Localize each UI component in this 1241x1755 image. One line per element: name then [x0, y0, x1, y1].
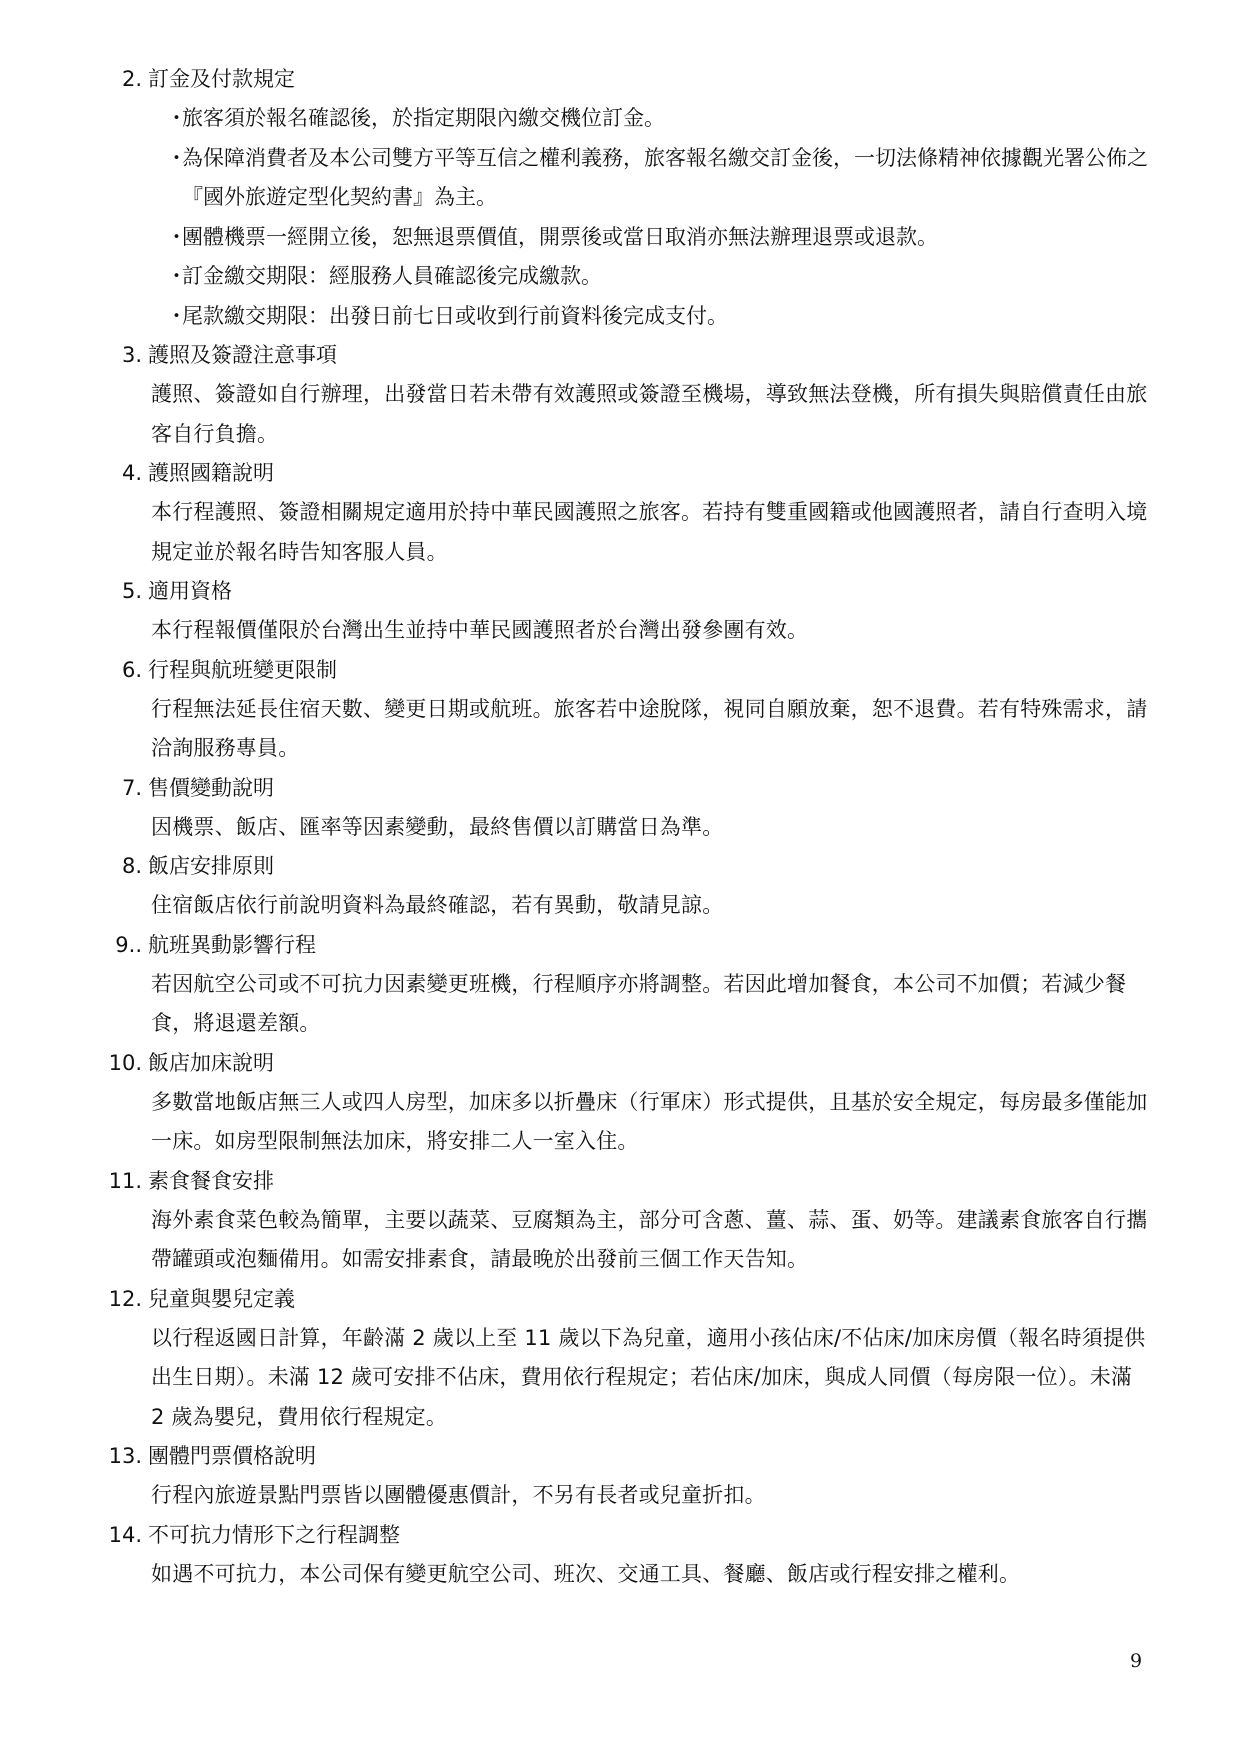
section-title: 兒童與嬰兒定義 [148, 1286, 295, 1311]
section-number: 8. [121, 854, 142, 878]
bullet-item [166, 257, 1154, 297]
section-heading [104, 454, 1154, 493]
section-body: 護照、簽證如自行辦理，出發當日若未帶有效護照或簽證至機場，導致無法登機，所有損失與賠償責任由旅客自行負擔。 [151, 382, 1148, 446]
section-heading [104, 1516, 1154, 1555]
section-heading [104, 1044, 1154, 1083]
section-heading [104, 572, 1154, 611]
section [104, 336, 1154, 454]
bullet-mark: ・ [166, 264, 187, 288]
section-number: 11. [108, 1168, 142, 1193]
section [104, 1044, 1154, 1162]
section-body: 如遇不可抗力，本公司保有變更航空公司、班次、交通工具、餐廳、飯店或行程安排之權利。 [151, 1561, 1021, 1586]
bullet-mark: ・ [166, 303, 187, 328]
section-title: 護照及簽證注意事項 [148, 343, 337, 367]
section [104, 60, 1154, 336]
section-number: 13. [108, 1444, 142, 1468]
section-heading [104, 1162, 1154, 1201]
section-number: 2. [121, 67, 142, 91]
section-number: 14. [108, 1522, 142, 1547]
section-title: 護照國籍說明 [148, 461, 274, 485]
section-heading [104, 60, 1154, 99]
bullet-item [166, 218, 1154, 258]
section-title: 行程與航班變更限制 [148, 657, 337, 682]
section-body: 本行程護照、簽證相關規定適用於持中華民國護照之旅客。若持有雙重國籍或他國護照者，請自行查明入境規定並於報名時告知客服人員。 [151, 500, 1148, 564]
section-body: 行程無法延長住宿天數、變更日期或航班。旅客若中途脫隊，視同自願放棄，恕不退費。若有特殊需求，請洽詢服務專員。 [151, 696, 1148, 760]
bullet-text: 旅客須於報名確認後，於指定期限內繳交機位訂金。 [182, 106, 665, 130]
section [104, 769, 1154, 848]
section-number: 10. [108, 1050, 142, 1075]
page-number: 9 [1130, 1650, 1143, 1672]
section-title: 不可抗力情形下之行程調整 [148, 1522, 400, 1547]
section [104, 454, 1154, 572]
terms-content [104, 60, 1154, 1594]
section-body: 若因航空公司或不可抗力因素變更班機，行程順序亦將調整。若因此增加餐食，本公司不加價；若減少餐食，將退還差額。 [151, 971, 1127, 1035]
section-number: 12. [108, 1286, 142, 1311]
bullet-item [166, 139, 1154, 218]
section-heading [104, 1437, 1154, 1476]
section-title: 素食餐食安排 [148, 1168, 274, 1193]
bullet-mark: ・ [166, 106, 187, 130]
section-number: 3. [121, 343, 142, 367]
bullet-item [166, 297, 1154, 337]
section-number: 7. [121, 775, 142, 800]
section-heading [104, 336, 1154, 375]
section-title: 適用資格 [148, 579, 232, 603]
section-heading [104, 651, 1154, 690]
section [104, 1437, 1154, 1516]
section-title: 訂金及付款規定 [148, 67, 295, 91]
section-body: 海外素食菜色較為簡單，主要以蔬菜、豆腐類為主，部分可含蔥、薑、蒜、蛋、奶等。建議素食旅客自行攜帶罐頭或泡麵備用。如需安排素食，請最晚於出發前三個工作天告知。 [151, 1207, 1148, 1271]
section-body: 多數當地飯店無三人或四人房型，加床多以折疊床（行軍床）形式提供，且基於安全規定，每房最多僅能加一床。如房型限制無法加床，將安排二人一室入住。 [151, 1089, 1148, 1153]
bullet-list [166, 99, 1154, 336]
section-body: 行程內旅遊景點門票皆以團體優惠價計，不另有長者或兒童折扣。 [151, 1483, 766, 1507]
section [104, 572, 1154, 651]
bullet-text: 尾款繳交期限：出發日前七日或收到行前資料後完成支付。 [182, 303, 728, 328]
section-title: 售價變動說明 [148, 775, 274, 800]
section-title: 航班異動影響行程 [148, 932, 316, 957]
bullet-text: 訂金繳交期限：經服務人員確認後完成繳款。 [182, 264, 602, 288]
section [104, 1516, 1154, 1595]
section-heading [104, 926, 1154, 965]
section [104, 1162, 1154, 1280]
section-number: 5. [121, 579, 142, 603]
section [104, 651, 1154, 769]
bullet-text: 為保障消費者及本公司雙方平等互信之權利義務，旅客報名繳交訂金後，一切法條精神依據觀光署公佈之『國外旅遊定型化契約書』為主。 [182, 145, 1148, 209]
section [104, 1280, 1154, 1438]
bullet-mark: ・ [166, 145, 187, 170]
section-heading [104, 1280, 1154, 1319]
section-heading [104, 847, 1154, 886]
section-title: 團體門票價格說明 [148, 1444, 316, 1468]
section-body: 住宿飯店依行前說明資料為最終確認，若有異動，敬請見諒。 [151, 893, 724, 917]
bullet-text: 團體機票一經開立後，恕無退票價值，開票後或當日取消亦無法辦理退票或退款。 [182, 224, 938, 249]
section-number: 9.. [115, 932, 142, 957]
bullet-mark: ・ [166, 224, 187, 249]
section-body: 以行程返國日計算，年齡滿 2 歲以上至 11 歲以下為兒童，適用小孩佔床/不佔床/加床房價（報名時須提供出生日期）。未滿 12 歲可安排不佔床，費用依行程規定；若佔床/加床，與成人同價（每房限一位）。未滿 2 歲為嬰兒，費用依行程規定。 [151, 1325, 1146, 1429]
section-number: 4. [121, 461, 142, 485]
bullet-item [166, 99, 1154, 139]
section-body: 因機票、飯店、匯率等因素變動，最終售價以訂購當日為準。 [151, 814, 724, 839]
section-title: 飯店加床說明 [148, 1050, 274, 1075]
section-number: 6. [121, 657, 142, 682]
section [104, 847, 1154, 926]
section-title: 飯店安排原則 [148, 854, 274, 878]
section-body: 本行程報價僅限於台灣出生並持中華民國護照者於台灣出發參團有效。 [151, 618, 809, 642]
section [104, 926, 1154, 1044]
section-heading [104, 769, 1154, 808]
